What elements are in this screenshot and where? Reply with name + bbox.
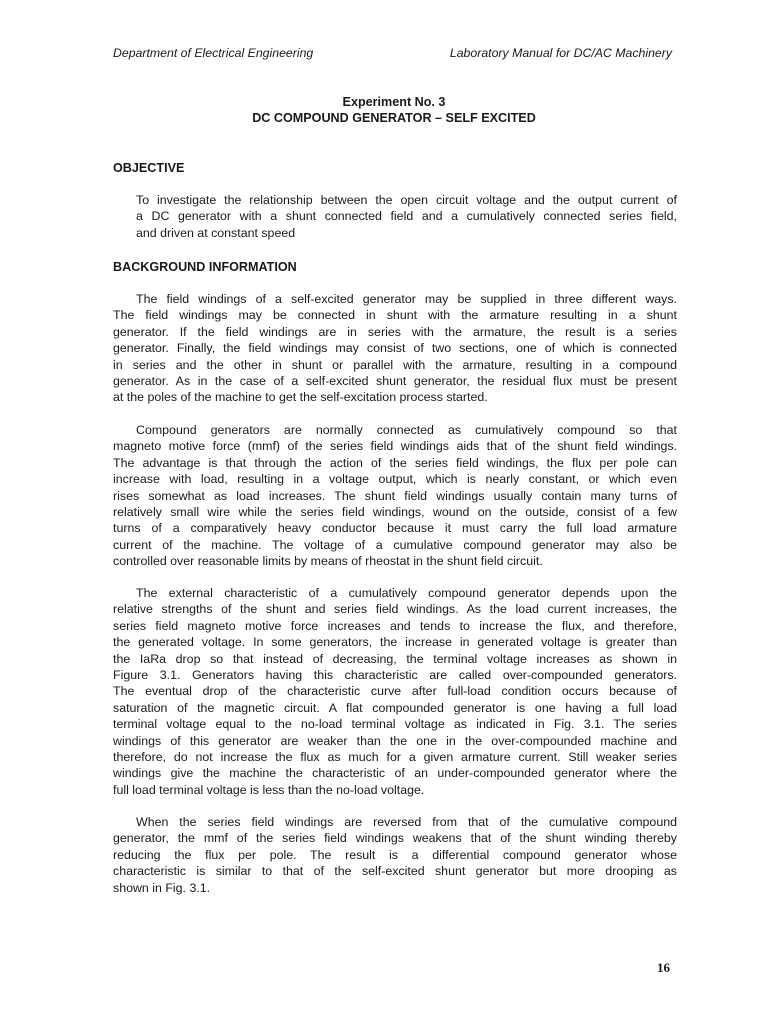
running-header-manual-title: Laboratory Manual for DC/AC Machinery: [449, 46, 672, 60]
text-line: relative strengths of the shunt and series field windings. As the load current increases, the: [113, 602, 677, 617]
text-line: Compound generators are normally connected as cumulatively compound so that: [136, 423, 677, 437]
background-heading: BACKGROUND INFORMATION: [113, 260, 297, 274]
background-paragraph-2: [113, 422, 677, 570]
experiment-number: Experiment No. 3: [342, 95, 446, 109]
text-line: The eventual drop of the characteristic curve after full-load condition occurs because of: [113, 684, 677, 699]
text-line: characteristic is similar to that of the self-excited shunt generator but more drooping as: [113, 864, 677, 879]
text-line: and driven at constant speed: [136, 225, 296, 240]
text-line: magneto motive force (mmf) of the series field windings aids that of the shunt field windings.: [113, 439, 677, 454]
objective-paragraph: [136, 192, 677, 241]
text-line: generator. If the field windings are in series with the armature, the result is a series: [113, 324, 677, 339]
objective-heading: OBJECTIVE: [113, 161, 185, 175]
text-line: shown in Fig. 3.1.: [113, 880, 211, 895]
text-line: reducing the flux per pole. The result is a differential compound generator whose: [113, 847, 677, 862]
text-line: rises somewhat as load increases. The shunt field windings usually contain many turns of: [113, 488, 677, 503]
text-line: series field magneto motive force increases and tends to increase the flux, and therefore,: [113, 618, 677, 633]
text-line: windings give the machine the characteristic of an under-compounded generator where the: [113, 766, 677, 781]
text-line: a DC generator with a shunt connected field and a cumulatively connected series field,: [136, 209, 677, 224]
background-paragraph-4: [113, 814, 677, 896]
text-line: in series and the other in shunt or parallel with the armature, resulting in a compound: [113, 357, 677, 372]
text-line: windings of this generator are weaker than the one in the over-compounded machine and: [113, 733, 677, 748]
background-paragraph-3: [113, 585, 677, 798]
text-line: current of the machine. The voltage of a cumulative compound generator may also be: [113, 537, 677, 552]
text-line: The advantage is that through the action of the series field windings, the flux per pole can: [113, 455, 677, 470]
experiment-title: DC COMPOUND GENERATOR – SELF EXCITED: [252, 110, 536, 125]
text-line: turns of a comparatively heavy conductor because it must carry the full load armature: [113, 521, 677, 536]
text-line: increase with load, resulting in a voltage output, which is nearly constant, or which even: [113, 472, 677, 487]
text-line: full load terminal voltage is less than the no-load voltage.: [113, 782, 425, 797]
text-line: the IaRa drop so that instead of decreasing, the terminal voltage increases as shown in: [113, 651, 677, 666]
experiment-title-block: [113, 95, 675, 126]
text-line: generator. Finally, the field windings may consist of two sections, one of which is connected: [113, 341, 677, 356]
running-header-department: Department of Electrical Engineering: [113, 46, 314, 60]
page-number: 16: [657, 960, 670, 975]
text-line: To investigate the relationship between the open circuit voltage and the output current of: [136, 193, 677, 207]
text-line: The external characteristic of a cumulatively compound generator depends upon the: [136, 586, 677, 600]
text-line: terminal voltage equal to the no-load terminal voltage as indicated in Fig. 3.1. The series: [113, 717, 677, 732]
background-paragraph-1: [113, 291, 677, 406]
text-line: at the poles of the machine to get the self-excitation process started.: [113, 390, 488, 405]
text-line: relatively small wire while the series field windings, wound on the outside, consist of a few: [113, 504, 677, 519]
text-line: generator. As in the case of a self-excited shunt generator, the residual flux must be present: [113, 373, 677, 388]
text-line: the generated voltage. In some generators, the increase in generated voltage is greater than: [113, 635, 677, 650]
text-line: The field windings may be connected in shunt with the armature resulting in a shunt: [113, 308, 677, 323]
text-line: saturation of the magnetic circuit. A flat compounded generator is one having a full load: [113, 700, 677, 715]
text-line: Figure 3.1. Generators having this characteristic are called over-compounded generators.: [113, 667, 677, 682]
text-line: controlled over reasonable limits by means of rheostat in the shunt field circuit.: [113, 554, 543, 569]
text-line: The field windings of a self-excited generator may be supplied in three different ways.: [136, 292, 677, 306]
text-line: When the series field windings are reversed from that of the cumulative compound: [136, 815, 677, 829]
text-line: generator, the mmf of the series field windings weakens that of the shunt winding thereby: [113, 831, 677, 846]
text-line: therefore, do not increase the flux as much for a given armature current. Still weaker series: [113, 749, 677, 764]
